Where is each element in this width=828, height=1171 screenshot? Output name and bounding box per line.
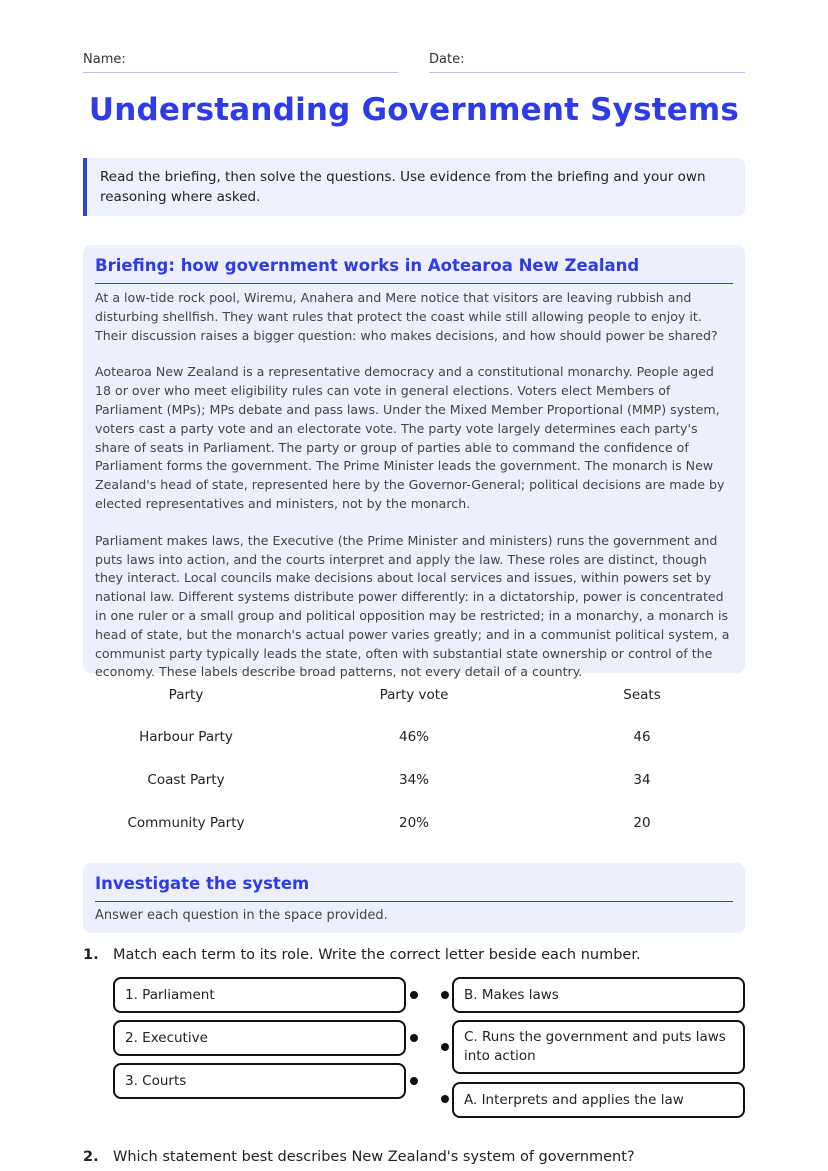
role-connector-dot[interactable] — [441, 991, 449, 999]
role-connector-dot[interactable] — [441, 1043, 449, 1051]
term-connector-dot[interactable] — [410, 991, 418, 999]
role-box[interactable]: C. Runs the government and puts laws into action — [452, 1020, 745, 1074]
briefing-paragraph: Aotearoa New Zealand is a representative democracy and a constitutional monarchy. People aged 18 or over who meet eligibility rules can vote in general elections. Voters elect Members of Parliament (MPs); MPs debate and pass laws. Under the Mixed Member Proportional (MMP) system, voters cast a party vote and an electorate vote. The party vote largely determines each party's share of seats in Parliament. The party or group of parties able to command the confidence of Parliament forms the government. The Prime Minister leads the government. The monarch is New Zealand's head of state, represented here by the Governor-General; political decisions are made by elected representatives and ministers, not by the monarch. — [95, 364, 725, 511]
question-text: Match each term to its role. Write the correct letter beside each number. — [113, 947, 641, 963]
briefing-paragraph: Parliament makes laws, the Executive (the Prime Minister and ministers) runs the government and puts laws into action, and the courts interpret and apply the law. These roles are distinct, though they interact. Local councils make decisions about local services and issues, within powers set by national law. Different systems distribute power differently: in a dictatorship, power is concentrated in one ruler or a small group and political opposition may be restricted; in a monarchy, a monarch is head of state, but the monarch's actual power varies greatly; and in a communist political system, a communist party typically leads the state, often with substantial state ownership or control of the economy. These labels describe broad patterns, not every detail of a country. — [95, 532, 730, 680]
table-cell: Harbour Party — [139, 729, 233, 745]
page-title: Understanding Government Systems — [88, 92, 740, 128]
date-label: Date: — [429, 52, 465, 67]
briefing-panel — [83, 245, 745, 680]
table-cell: Coast Party — [147, 772, 225, 788]
role-box[interactable]: B. Makes laws — [452, 977, 745, 1013]
table-cell: 34 — [633, 772, 651, 788]
table-header-cell: Party — [168, 687, 204, 703]
table-row — [83, 815, 745, 835]
table-cell: Community Party — [127, 815, 245, 831]
role-connector-dot[interactable] — [441, 1095, 449, 1103]
term-connector-dot[interactable] — [410, 1034, 418, 1042]
investigate-heading: Investigate the system — [95, 872, 733, 902]
term-box[interactable]: 3. Courts — [113, 1063, 406, 1099]
briefing-paragraph: At a low-tide rock pool, Wiremu, Anahera and Mere notice that visitors are leaving rubbish and disturbing shellfish. They want rules that protect the coast while still allowing people to enjoy it. Their discussion raises a bigger question: who makes decisions, and how should power be shared? — [95, 290, 718, 343]
investigate-panel — [83, 863, 745, 933]
table-cell: 34% — [398, 772, 429, 788]
question-number: 1. — [83, 947, 99, 963]
instructions-callout: Read the briefing, then solve the questions. Use evidence from the briefing and your own reasoning where asked. — [83, 158, 745, 216]
question-number: 2. — [83, 1149, 99, 1165]
name-label: Name: — [83, 52, 126, 67]
table-cell: 46% — [398, 729, 429, 745]
term-box[interactable]: 1. Parliament — [113, 977, 406, 1013]
question-text: Which statement best describes New Zealand's system of government? — [113, 1149, 635, 1165]
table-cell: 20 — [633, 815, 651, 831]
table-header-cell: Seats — [623, 687, 661, 703]
role-box[interactable]: A. Interprets and applies the law — [452, 1082, 745, 1118]
table-row — [83, 772, 745, 792]
date-field[interactable] — [429, 51, 745, 73]
table-cell: 20% — [398, 815, 429, 831]
table-row — [83, 729, 745, 749]
name-field[interactable] — [83, 51, 398, 73]
table-header-cell: Party vote — [379, 687, 449, 703]
table-cell: 46 — [633, 729, 651, 745]
briefing-heading: Briefing: how government works in Aotearoa New Zealand — [95, 254, 733, 284]
term-connector-dot[interactable] — [410, 1077, 418, 1085]
header-fields — [83, 51, 745, 73]
table-header-row — [83, 687, 745, 707]
investigate-subtitle: Answer each question in the space provided. — [95, 908, 388, 923]
term-box[interactable]: 2. Executive — [113, 1020, 406, 1056]
